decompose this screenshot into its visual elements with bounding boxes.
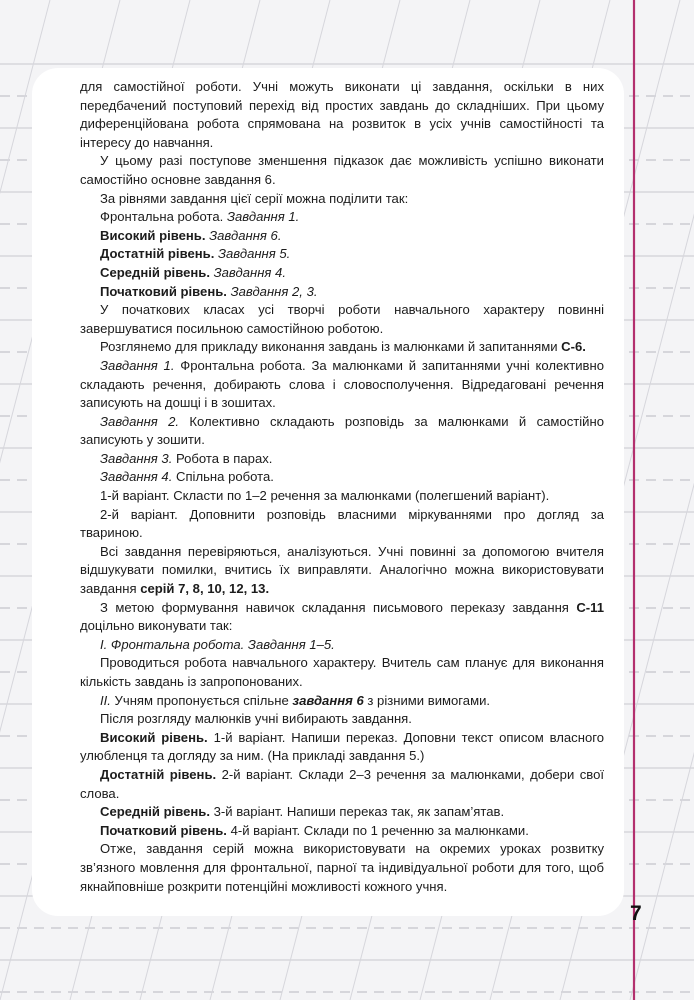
text-run: Початковий рівень. [100,283,227,299]
paragraph [80,190,604,209]
text-run: 3-й варіант. Напиши переказ так, як запам’ятав. [209,804,505,820]
text-run: У цьому разі поступове зменшення підказок дає можливість успішно виконати самостійно основне завдання 6. [80,153,604,187]
text-run: Завдання 1. [100,357,175,373]
paragraph [80,338,604,357]
paragraph [80,283,604,302]
text-run: доцільно виконувати так: [80,618,233,634]
paragraph [80,208,604,227]
text-run: Учням пропонується спільне [110,692,293,708]
paragraph [80,152,604,189]
text-run: серій 7, 8, 10, 12, 13. [140,581,270,597]
text-run: У початкових класах усі творчі роботи навчального характеру повинні завершуватися посильною самостійною роботою. [80,302,604,336]
text-run: I. Фронтальна робота. Завдання 1–5. [100,636,335,652]
paragraph [80,227,604,246]
text-run: Середній рівень. [100,804,210,820]
text-run: Проводиться робота навчального характеру. Вчитель сам планує для виконання кількість завдань із запропонованих. [80,655,604,689]
page-number: 7 [630,902,642,925]
text-run: 2-й варіант. Доповнити розповідь власними міркуваннями про догляд за твариною. [80,506,604,541]
paragraph [80,710,604,729]
paragraph [80,636,604,655]
paragraph [80,450,604,469]
text-run: II. [100,692,111,708]
paragraph [80,301,604,338]
slant-guide-line [630,0,694,1000]
text-run: Отже, завдання серій можна використовувати на окремих уроках розвитку зв’язного мовлення для фронтальної, парної та індивідуальної роботи для того, щоб якнайповніше розкрити потенційні можливості кожного учня. [80,841,604,894]
paragraph [80,654,604,691]
text-run: Достатній рівень. [100,246,215,262]
paragraph [80,468,604,487]
paragraph [80,78,604,152]
text-run: Завдання 4. [100,469,173,485]
text-run: Завдання 2, 3. [230,283,318,299]
paragraph [80,487,604,506]
text-run: для самостійної роботи. Учні можуть виконати ці завдання, оскільки в них передбачений поступовий перехід від простих завдань до складніших. При цьому диференційована робота спрямована на розвиток в усіх учнів самостійності та інтересу до навчання. [80,79,604,150]
paragraph [80,766,604,803]
text-run: Після розгляду малюнків учні вибирають завдання. [100,711,412,727]
text-run: Завдання 1. [226,209,300,225]
text-run: Завдання 6. [209,227,282,243]
paragraph [80,822,604,841]
text-run: з різними вимогами. [363,692,491,708]
text-run: Колективно складають розповідь за малюнками й самостійно записують у зошити. [80,413,604,448]
text-run: Завдання 4. [213,264,286,280]
text-run: З метою формування навичок складання письмового переказу завдання [100,599,577,615]
text-run: Розглянемо для прикладу виконання завдань із малюнками й запитаннями [100,339,562,355]
page-text [80,78,604,896]
text-run: Всі завдання перевіряються, аналізуються. Учні повинні за допомогою вчителя відшукувати помилки, вчитись їх виправляти. Аналогічно можна використовувати завдання [80,543,604,597]
text-run: Достатній рівень. [100,766,217,782]
paragraph [80,357,604,413]
paragraph [80,413,604,450]
text-run: Спільна робота. [172,469,274,485]
text-run: завдання 6 [292,692,364,708]
text-run: Робота в парах. [172,450,273,466]
text-run: Високий рівень. [100,729,208,745]
text-run: Завдання 5. [217,246,291,262]
text-run: За рівнями завдання цієї серії можна поділити так: [100,190,409,206]
text-run: Завдання 3. [100,450,173,466]
paragraph [80,245,604,264]
text-run: 1-й варіант. Скласти по 1–2 речення за малюнками (полегшений варіант). [100,488,550,504]
text-run: 4-й варіант. Склади по 1 реченню за малюнками. [226,822,529,838]
paragraph [80,692,604,711]
text-run: Початковий рівень. [100,822,227,838]
text-run: С-6. [561,339,586,355]
text-run: Середній рівень. [100,264,210,280]
text-run: Фронтальна робота. За малюнками й запитаннями учні колективно складають речення, добирають слова і словосполучення. Відредаговані речення записують на дошці і в зошитах. [80,357,605,411]
paragraph [80,543,604,599]
text-run: 1-й варіант. Напиши переказ. Доповни текст описом власного улюбленця та догляду за ним. (На прикладі завдання 5.) [80,729,605,764]
paragraph [80,599,604,636]
paragraph [80,729,604,766]
text-run: 2-й варіант. Склади 2–3 речення за малюнками, добери свої слова. [80,766,604,801]
text-run: Завдання 2. [100,413,180,429]
text-run: С-11 [576,599,604,615]
paragraph [80,803,604,822]
paragraph [80,840,604,896]
paragraph [80,506,604,543]
text-run: Фронтальна робота. [100,209,227,225]
text-run: Високий рівень. [100,227,206,243]
paragraph [80,264,604,283]
